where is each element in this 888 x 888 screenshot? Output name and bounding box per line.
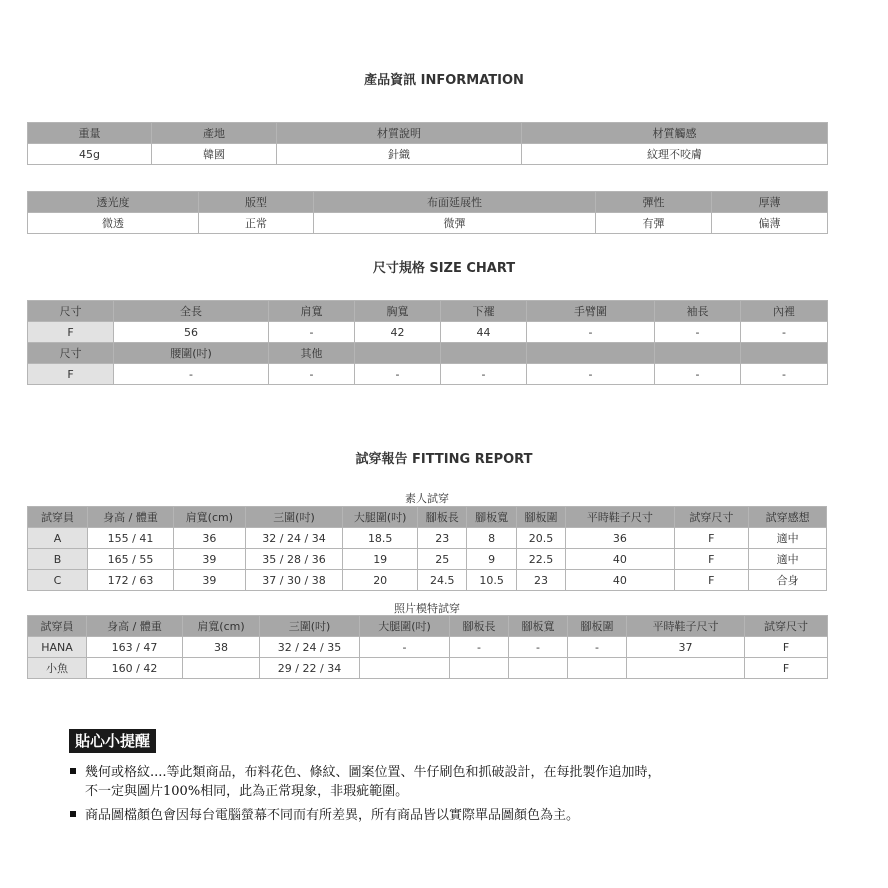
cell xyxy=(183,658,260,679)
cell: 36 xyxy=(566,528,674,549)
notice-item-2 xyxy=(70,806,579,825)
cell xyxy=(509,658,568,679)
size-value: - xyxy=(741,322,828,343)
cell: B xyxy=(28,549,88,570)
amateur-header: 大腿圍(吋) xyxy=(343,507,418,528)
cell: 29 / 22 / 34 xyxy=(260,658,360,679)
value-fit: 正常 xyxy=(199,213,314,234)
amateur-header: 試穿感想 xyxy=(749,507,827,528)
cell: 38 xyxy=(183,637,260,658)
size-header: 尺寸 xyxy=(28,301,114,322)
header-texture: 材質觸感 xyxy=(522,123,828,144)
size-value: - xyxy=(269,364,355,385)
cell: 22.5 xyxy=(516,549,565,570)
cell: 172 / 63 xyxy=(87,570,173,591)
size-header: 手臂圍 xyxy=(527,301,655,322)
fitting-title: 試穿報告 FITTING REPORT xyxy=(355,452,533,467)
header-stretch: 布面延展性 xyxy=(314,192,596,213)
model-header: 試穿尺寸 xyxy=(745,616,828,637)
cell: 合身 xyxy=(749,570,827,591)
cell: C xyxy=(28,570,88,591)
amateur-header: 三圍(吋) xyxy=(245,507,343,528)
cell: - xyxy=(509,637,568,658)
size-header xyxy=(527,343,655,364)
cell: HANA xyxy=(28,637,87,658)
amateur-header: 試穿員 xyxy=(28,507,88,528)
cell: 23 xyxy=(418,528,467,549)
value-texture: 紋理不咬膚 xyxy=(522,144,828,165)
cell xyxy=(360,658,450,679)
cell: - xyxy=(360,637,450,658)
cell: 39 xyxy=(174,570,245,591)
cell: 32 / 24 / 34 xyxy=(245,528,343,549)
cell: F xyxy=(674,528,749,549)
model-header: 腳板長 xyxy=(450,616,509,637)
cell: - xyxy=(568,637,627,658)
size-value: 56 xyxy=(114,322,269,343)
value-transparency: 微透 xyxy=(28,213,199,234)
size-header xyxy=(441,343,527,364)
value-elasticity: 有彈 xyxy=(596,213,712,234)
model-fitting-table xyxy=(27,615,828,679)
info-table-1 xyxy=(27,122,828,165)
cell: 160 / 42 xyxy=(87,658,183,679)
amateur-header: 腳板圍 xyxy=(516,507,565,528)
amateur-fitting-table xyxy=(27,506,827,591)
cell: 24.5 xyxy=(418,570,467,591)
amateur-header: 腳板寬 xyxy=(467,507,516,528)
info-table-2 xyxy=(27,191,828,234)
cell: 10.5 xyxy=(467,570,516,591)
cell: 25 xyxy=(418,549,467,570)
size-value: - xyxy=(441,364,527,385)
amateur-header: 試穿尺寸 xyxy=(674,507,749,528)
cell: 155 / 41 xyxy=(87,528,173,549)
size-header xyxy=(655,343,741,364)
cell: 19 xyxy=(343,549,418,570)
cell: 32 / 24 / 35 xyxy=(260,637,360,658)
size-value: - xyxy=(114,364,269,385)
notice-title: 貼心小提醒 xyxy=(69,729,156,753)
cell: 23 xyxy=(516,570,565,591)
cell xyxy=(450,658,509,679)
size-header: 袖長 xyxy=(655,301,741,322)
cell: 36 xyxy=(174,528,245,549)
header-transparency: 透光度 xyxy=(28,192,199,213)
notice-item-1-line-2: 不一定與圖片100%相同，此為正常現象，非瑕疵範圍。 xyxy=(85,784,409,799)
value-material: 針織 xyxy=(277,144,522,165)
size-value: 44 xyxy=(441,322,527,343)
cell: F xyxy=(745,658,828,679)
size-value: F xyxy=(28,322,114,343)
size-header: 全長 xyxy=(114,301,269,322)
cell: 適中 xyxy=(749,528,827,549)
cell: 8 xyxy=(467,528,516,549)
header-material: 材質說明 xyxy=(277,123,522,144)
model-header: 試穿員 xyxy=(28,616,87,637)
table-row xyxy=(28,549,827,570)
size-header xyxy=(741,343,828,364)
size-header: 肩寬 xyxy=(269,301,355,322)
size-chart-title: 尺寸規格 SIZE CHART xyxy=(372,261,516,276)
cell: - xyxy=(450,637,509,658)
table-row xyxy=(28,528,827,549)
size-header: 其他 xyxy=(269,343,355,364)
table-row xyxy=(28,570,827,591)
size-value: - xyxy=(269,322,355,343)
notice-item-1 xyxy=(70,763,661,801)
amateur-header: 平時鞋子尺寸 xyxy=(566,507,674,528)
value-stretch: 微彈 xyxy=(314,213,596,234)
cell: F xyxy=(745,637,828,658)
header-thickness: 厚薄 xyxy=(712,192,828,213)
cell: 37 / 30 / 38 xyxy=(245,570,343,591)
amateur-header: 身高 / 體重 xyxy=(87,507,173,528)
model-header: 三圍(吋) xyxy=(260,616,360,637)
cell: 20 xyxy=(343,570,418,591)
cell xyxy=(568,658,627,679)
header-fit: 版型 xyxy=(199,192,314,213)
size-header: 腰圍(吋) xyxy=(114,343,269,364)
size-header: 尺寸 xyxy=(28,343,114,364)
size-header xyxy=(355,343,441,364)
cell: 165 / 55 xyxy=(87,549,173,570)
size-value: F xyxy=(28,364,114,385)
header-weight: 重量 xyxy=(28,123,152,144)
cell: F xyxy=(674,549,749,570)
size-header: 胸寬 xyxy=(355,301,441,322)
amateur-header: 肩寬(cm) xyxy=(174,507,245,528)
size-value: - xyxy=(655,322,741,343)
size-value: - xyxy=(527,364,655,385)
model-header: 腳板圍 xyxy=(568,616,627,637)
value-thickness: 偏薄 xyxy=(712,213,828,234)
amateur-caption: 素人試穿 xyxy=(405,492,449,505)
model-caption: 照片模特試穿 xyxy=(394,602,460,615)
model-header: 肩寬(cm) xyxy=(183,616,260,637)
bullet-icon xyxy=(70,768,76,774)
cell: F xyxy=(674,570,749,591)
cell: 小魚 xyxy=(28,658,87,679)
cell: 20.5 xyxy=(516,528,565,549)
header-origin: 產地 xyxy=(152,123,277,144)
model-header: 腳板寬 xyxy=(509,616,568,637)
table-row xyxy=(28,637,828,658)
cell: 35 / 28 / 36 xyxy=(245,549,343,570)
model-header: 身高 / 體重 xyxy=(87,616,183,637)
cell: 163 / 47 xyxy=(87,637,183,658)
model-header: 平時鞋子尺寸 xyxy=(627,616,745,637)
cell: 18.5 xyxy=(343,528,418,549)
size-value: - xyxy=(527,322,655,343)
cell: 40 xyxy=(566,549,674,570)
bullet-icon xyxy=(70,811,76,817)
size-chart-table xyxy=(27,300,828,385)
value-weight: 45g xyxy=(28,144,152,165)
cell: 39 xyxy=(174,549,245,570)
size-value: - xyxy=(355,364,441,385)
cell xyxy=(627,658,745,679)
size-value: 42 xyxy=(355,322,441,343)
size-header: 內裡 xyxy=(741,301,828,322)
cell: A xyxy=(28,528,88,549)
cell: 適中 xyxy=(749,549,827,570)
size-value: - xyxy=(741,364,828,385)
header-elasticity: 彈性 xyxy=(596,192,712,213)
notice-item-1-line-1: 幾何或格紋....等此類商品，布料花色、條紋、圖案位置、牛仔刷色和抓破設計，在每批製作追加時， xyxy=(85,765,661,780)
cell: 40 xyxy=(566,570,674,591)
value-origin: 韓國 xyxy=(152,144,277,165)
size-header: 下襬 xyxy=(441,301,527,322)
info-title: 產品資訊 INFORMATION xyxy=(364,73,524,88)
amateur-header: 腳板長 xyxy=(418,507,467,528)
notice-item-2-text: 商品圖檔顏色會因每台電腦螢幕不同而有所差異，所有商品皆以實際單品圖顏色為主。 xyxy=(85,808,580,823)
cell: 37 xyxy=(627,637,745,658)
table-row xyxy=(28,658,828,679)
model-header: 大腿圍(吋) xyxy=(360,616,450,637)
cell: 9 xyxy=(467,549,516,570)
size-value: - xyxy=(655,364,741,385)
